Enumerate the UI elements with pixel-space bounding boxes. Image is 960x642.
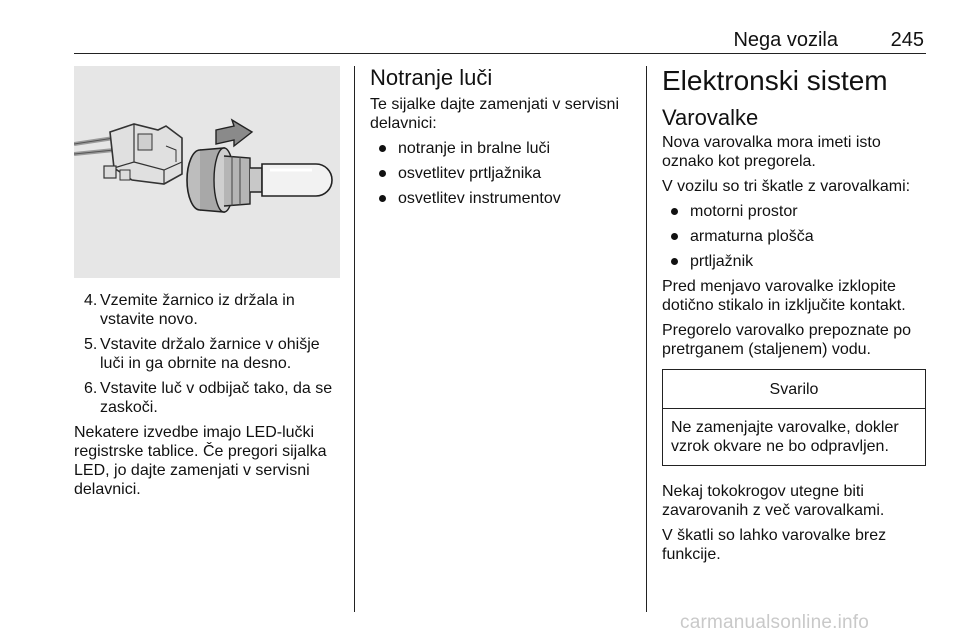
fuse-paragraph: V škatli so lahko varovalke brez funkcije. [662,527,887,563]
bulb-replacement-illustration [74,66,340,278]
page-header [74,20,926,54]
list-item [370,139,640,158]
instruction-steps [74,291,340,417]
bullet-icon [671,233,678,240]
fuse-paragraph: Pregorelo varovalko prepoznate po pretrganem (staljenem) vodu. [662,322,912,358]
list-item-text: prtljažnik [690,253,754,270]
list-item-text: osvetlitev prtljažnika [398,165,542,182]
bulb-holder-icon [74,124,182,184]
right-column [662,66,926,570]
fuse-paragraph: Nekaj tokokrogov utegne biti zavarovanih z več varovalkami. [662,483,885,519]
interior-lights-intro: Te sijalke dajte zamenjati v servisni delavnici: [370,96,619,132]
bullet-icon [379,145,386,152]
step-text: Vstavite luč v odbijač tako, da se zaskoči. [100,380,333,416]
bullet-icon [379,170,386,177]
warning-title: Svarilo [663,370,925,409]
step-number: 4. [84,292,98,309]
column-divider [354,66,355,612]
watermark: carmanualsonline.info [680,612,870,633]
warning-body: Ne zamenjajte varovalke, dokler vzrok okvare ne bo odpravljen. [671,419,899,455]
page-number: 245 [890,29,924,51]
section-title: Nega vozila [733,29,838,51]
list-item [662,227,926,246]
led-note-paragraph: Nekatere izvedbe imajo LED-lučki registrske tablice. Če pregori sijalka LED, jo dajte zamenjati v servisni delavnici. [74,424,327,498]
electronic-system-heading: Elektronski sistem [662,65,888,96]
bullet-icon [379,195,386,202]
list-item-text: motorni prostor [690,203,798,220]
list-item [370,189,640,208]
warning-box [662,369,926,466]
step-item [74,335,340,373]
bulb-illustration-svg [74,66,340,278]
list-item [662,202,926,221]
step-text: Vstavite držalo žarnice v ohišje luči in ga obrnite na desno. [100,336,320,372]
list-item [662,252,926,271]
fuse-paragraph: Pred menjavo varovalke izklopite dotično stikalo in izključite kontakt. [662,278,906,314]
list-item-text: osvetlitev instrumentov [398,190,561,207]
bulb-icon [187,148,332,212]
list-item-text: armaturna plošča [690,228,814,245]
interior-lights-heading: Notranje luči [370,65,493,90]
column-divider [646,66,647,612]
fuse-box-list [662,202,926,271]
step-number: 6. [84,380,98,397]
step-text: Vzemite žarnico iz držala in vstavite novo. [100,292,295,328]
bullet-icon [671,208,678,215]
list-item-text: notranje in bralne luči [398,140,551,157]
fuse-paragraph: Nova varovalka mora imeti isto oznako kot pregorela. [662,134,881,170]
left-column [74,66,340,505]
direction-arrow-icon [216,120,252,146]
step-item [74,379,340,417]
interior-lights-list [370,139,640,208]
list-item [370,164,640,183]
bullet-icon [671,258,678,265]
step-item [74,291,340,329]
step-number: 5. [84,336,98,353]
fuse-paragraph: V vozilu so tri škatle z varovalkami: [662,178,911,195]
fuses-subheading: Varovalke [662,105,759,130]
middle-column [370,66,640,214]
